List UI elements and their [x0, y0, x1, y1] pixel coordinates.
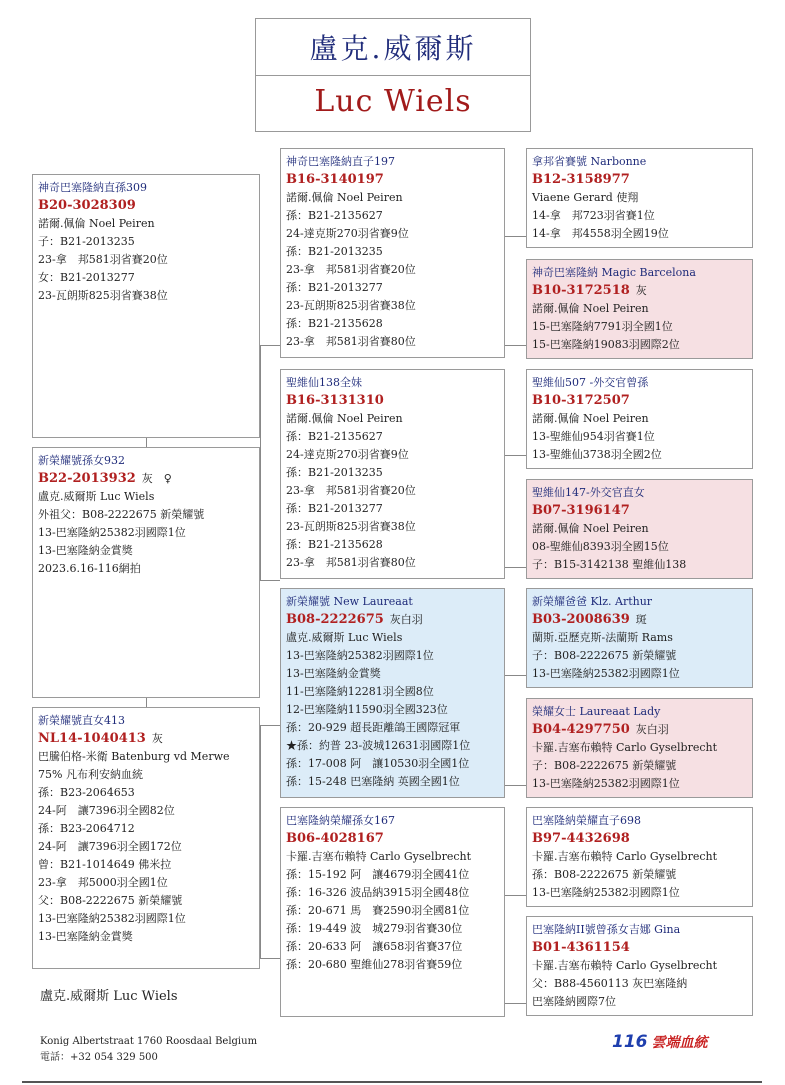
- pedigree-line: 諾爾.佩倫 Noel Peiren: [532, 302, 649, 315]
- pedigree-line: 卡羅.吉塞布賴特 Carlo Gyselbrecht: [532, 850, 718, 863]
- pedigree-line: 子：B21-2013235: [38, 235, 135, 248]
- pigeon-name: 巴塞隆納II號曾孫女吉娜 Gina: [532, 923, 681, 936]
- connector-line: [260, 345, 280, 346]
- pedigree-line: 孫：20-680 聖維仙278羽省賽59位: [286, 958, 463, 971]
- pedigree-line: 孫：B21-2013277: [286, 281, 383, 294]
- pedigree-line: 13-聖維仙954羽省賽1位: [532, 430, 655, 443]
- pedigree-line: 13-巴塞隆納25382羽國際1位: [38, 526, 186, 539]
- ring-number: B12-3158977: [532, 172, 630, 187]
- pigeon-name: 聖維仙147-外交官直女: [532, 486, 645, 499]
- pigeon-card-ggp-8: [526, 916, 753, 1016]
- footer-owner-name: 盧克.威爾斯 Luc Wiels: [40, 989, 178, 1004]
- pedigree-line: 盧克.威爾斯 Luc Wiels: [38, 490, 155, 503]
- pedigree-line: 孫：19-449 波 城279羽省賽30位: [286, 922, 463, 935]
- pedigree-line: 諾爾.佩倫 Noel Peiren: [38, 217, 155, 230]
- pigeon-name: 新榮耀號直女413: [38, 714, 125, 727]
- pedigree-line: 23-拿 邦581羽省賽20位: [286, 484, 416, 497]
- pedigree-line: 孫：20-929 超長距離鴿王國際冠軍: [286, 721, 461, 734]
- connector-line: [146, 698, 147, 707]
- pedigree-line: ★孫：約普 23-波城12631羽國際1位: [286, 739, 471, 752]
- ring-number: B04-4297750 灰白羽: [532, 722, 669, 737]
- pedigree-line: 23-拿 邦581羽省賽20位: [286, 263, 416, 276]
- pedigree-line: 23-拿 邦581羽省賽20位: [38, 253, 168, 266]
- pedigree-line: 卡羅.吉塞布賴特 Carlo Gyselbrecht: [532, 959, 718, 972]
- connector-line: [504, 236, 526, 237]
- pigeon-name: 聖維仙138全妹: [286, 376, 362, 389]
- connector-line: [504, 345, 526, 346]
- connector-line: [504, 675, 526, 676]
- pedigree-line: 13-巴塞隆納25382羽國際1位: [532, 667, 680, 680]
- pigeon-sex-color: 灰白羽: [389, 613, 423, 626]
- pedigree-line: 孫：15-248 巴塞隆納 英國全國1位: [286, 775, 460, 788]
- pedigree-line: 24-阿 讓7396羽全國82位: [38, 804, 175, 817]
- pedigree-line: 23-拿 邦5000羽全國1位: [38, 876, 168, 889]
- pedigree-line: 女：B21-2013277: [38, 271, 135, 284]
- pedigree-line: 諾爾.佩倫 Noel Peiren: [286, 412, 403, 425]
- ring-number: B08-2222675 灰白羽: [286, 612, 423, 627]
- pigeon-name: 拿邦省賽號 Narbonne: [532, 155, 647, 168]
- connector-line: [260, 580, 280, 581]
- connector-line: [260, 958, 280, 959]
- pigeon-card-dam: [32, 707, 260, 969]
- pedigree-line: 13-巴塞隆納金賞獎: [286, 667, 381, 680]
- pigeon-card-ggp-5: [526, 588, 753, 688]
- ring-number: B07-3196147: [532, 503, 630, 518]
- pedigree-line: 子：B15-3142138 聖維仙138: [532, 558, 687, 571]
- pedigree-line: 13-巴塞隆納25382羽國際1位: [38, 912, 186, 925]
- pedigree-line: 子：B08-2222675 新榮耀號: [532, 759, 677, 772]
- pigeon-card-ggp-7: [526, 807, 753, 907]
- pedigree-line: 父：B08-2222675 新榮耀號: [38, 894, 183, 907]
- pedigree-line: 諾爾.佩倫 Noel Peiren: [532, 522, 649, 535]
- bottom-divider: [22, 1081, 762, 1083]
- pigeon-name: 神奇巴塞隆納直孫309: [38, 181, 147, 194]
- pigeon-card-ggp-3: [526, 369, 753, 469]
- ring-number: B03-2008639 斑: [532, 612, 647, 627]
- pedigree-line: 孫：16-326 波品納3915羽全國48位: [286, 886, 470, 899]
- pedigree-line: 13-巴塞隆納25382羽國際1位: [532, 886, 680, 899]
- connector-line: [504, 895, 526, 896]
- pedigree-line: 孫：B21-2013277: [286, 502, 383, 515]
- connector-line: [260, 725, 280, 726]
- pigeon-card-ggp-4: [526, 479, 753, 579]
- pigeon-card-ggp-6: [526, 698, 753, 798]
- owner-name-english: Luc Wiels: [314, 84, 472, 119]
- pedigree-line: 23-拿 邦581羽省賽80位: [286, 335, 416, 348]
- pedigree-line: 14-拿 邦723羽省賽1位: [532, 209, 655, 222]
- pedigree-line: 孫：B23-2064712: [38, 822, 135, 835]
- pedigree-line: 23-瓦朗斯825羽省賽38位: [38, 289, 168, 302]
- pigeon-name: 新榮耀號 New Laureaat: [286, 595, 413, 608]
- pedigree-line: 23-瓦朗斯825羽省賽38位: [286, 520, 416, 533]
- connector-line: [146, 438, 147, 447]
- pigeon-card-ggp-2: [526, 259, 753, 359]
- pedigree-line: 75% 凡布利安納血統: [38, 768, 143, 781]
- pigeon-sex-color: 斑: [635, 613, 647, 626]
- ring-number: B16-3140197: [286, 172, 384, 187]
- ring-number: B16-3131310: [286, 393, 384, 408]
- pedigree-line: 孫：20-633 阿 讓658羽省賽37位: [286, 940, 463, 953]
- ring-number: B20-3028309: [38, 198, 136, 213]
- pedigree-line: 蘭斯.亞歷克斯-法蘭斯 Rams: [532, 631, 673, 644]
- pigeon-card-granddam-paternal: [280, 369, 505, 579]
- ring-number: B10-3172507: [532, 393, 630, 408]
- footer-contact: [40, 1034, 257, 1066]
- pigeon-name: 神奇巴塞隆納 Magic Barcelona: [532, 266, 696, 279]
- logo-text: 雲端血統: [651, 1035, 708, 1051]
- pedigree-line: 子：B08-2222675 新榮耀號: [532, 649, 677, 662]
- pedigree-line: 孫：B21-2135628: [286, 317, 383, 330]
- pedigree-line: 24-阿 讓7396羽全國172位: [38, 840, 182, 853]
- footer-phone: 電話：+32 054 329 500: [40, 1052, 158, 1063]
- pedigree-line: 外祖父：B08-2222675 新榮耀號: [38, 508, 205, 521]
- pedigree-title: [255, 18, 531, 132]
- pigeon-name: 榮耀女士 Laureaat Lady: [532, 705, 661, 718]
- pigeon-sex-color: 灰: [151, 732, 163, 745]
- connector-line: [504, 455, 526, 456]
- logo-number: 116: [612, 1032, 648, 1052]
- pedigree-line: 盧克.威爾斯 Luc Wiels: [286, 631, 403, 644]
- pigeon-sex-color: 灰白羽: [635, 723, 669, 736]
- pedigree-line: 孫：B21-2013235: [286, 466, 383, 479]
- pedigree-line: 卡羅.吉塞布賴特 Carlo Gyselbrecht: [532, 741, 718, 754]
- pedigree-line: 24-達克斯270羽省賽9位: [286, 448, 409, 461]
- pedigree-line: 諾爾.佩倫 Noel Peiren: [286, 191, 403, 204]
- pedigree-line: Viaene Gerard 使翔: [532, 191, 639, 204]
- connector-line: [260, 345, 261, 580]
- pedigree-line: 孫：B21-2135627: [286, 430, 383, 443]
- pedigree-line: 曾：B21-1014649 佛米拉: [38, 858, 172, 871]
- pigeon-card-grandsire-maternal: [280, 588, 505, 798]
- pedigree-line: 卡羅.吉塞布賴特 Carlo Gyselbrecht: [286, 850, 472, 863]
- pedigree-line: 11-巴塞隆納12281羽全國8位: [286, 685, 434, 698]
- pigeon-name: 神奇巴塞隆納直子197: [286, 155, 395, 168]
- connector-line: [260, 725, 261, 958]
- pedigree-line: 13-巴塞隆納25382羽國際1位: [286, 649, 434, 662]
- pedigree-line: 2023.6.16-116網拍: [38, 562, 141, 575]
- pedigree-line: 孫：20-671 馬 賽2590羽全國81位: [286, 904, 470, 917]
- pigeon-card-ggp-1: [526, 148, 753, 248]
- pedigree-line: 13-巴塞隆納25382羽國際1位: [532, 777, 680, 790]
- pigeon-name: 巴塞隆納榮耀孫女167: [286, 814, 395, 827]
- pigeon-name: 新榮耀號孫女932: [38, 454, 125, 467]
- pigeon-sex-color: 灰 ♀: [141, 472, 172, 485]
- ring-number: B97-4432698: [532, 831, 630, 846]
- pedigree-line: 23-拿 邦581羽省賽80位: [286, 556, 416, 569]
- pedigree-line: 孫：B21-2135628: [286, 538, 383, 551]
- pedigree-line: 15-巴塞隆納7791羽全國1位: [532, 320, 673, 333]
- pedigree-line: 孫：15-192 阿 讓4679羽全國41位: [286, 868, 470, 881]
- pedigree-line: 13-巴塞隆納金賞獎: [38, 930, 133, 943]
- pedigree-line: 15-巴塞隆納19083羽國際2位: [532, 338, 680, 351]
- pedigree-line: 孫：B21-2013235: [286, 245, 383, 258]
- pedigree-line: 巴騰伯格-米衛 Batenburg vd Merwe: [38, 750, 230, 763]
- ring-number: B01-4361154: [532, 940, 630, 955]
- pigeon-card-grandsire-paternal: [280, 148, 505, 358]
- pedigree-line: 24-達克斯270羽省賽9位: [286, 227, 409, 240]
- owner-name-chinese: 盧克.威爾斯: [256, 19, 530, 76]
- pedigree-line: 孫：B21-2135627: [286, 209, 383, 222]
- pedigree-line: 12-巴塞隆納11590羽全國323位: [286, 703, 448, 716]
- connector-line: [504, 567, 526, 568]
- pedigree-line: 諾爾.佩倫 Noel Peiren: [532, 412, 649, 425]
- ring-number: NL14-1040413 灰: [38, 731, 163, 746]
- pigeon-card-granddam-maternal: [280, 807, 505, 1017]
- pedigree-line: 13-聖維仙3738羽全國2位: [532, 448, 662, 461]
- ring-number: B06-4028167: [286, 831, 384, 846]
- pedigree-line: 巴塞隆納國際7位: [532, 995, 616, 1008]
- pigeon-sex-color: 灰: [635, 284, 647, 297]
- connector-line: [504, 785, 526, 786]
- ring-number: B10-3172518 灰: [532, 283, 647, 298]
- pedigree-line: 孫：B23-2064653: [38, 786, 135, 799]
- pigeon-name: 新榮耀爸爸 Klz. Arthur: [532, 595, 653, 608]
- pedigree-line: 14-拿 邦4558羽全國19位: [532, 227, 669, 240]
- connector-line: [504, 1003, 526, 1004]
- pedigree-line: 13-巴塞隆納金賞獎: [38, 544, 133, 557]
- pedigree-line: 父：B88-4560113 灰巴塞隆納: [532, 977, 688, 990]
- pigeon-name: 巴塞隆納榮耀直子698: [532, 814, 641, 827]
- pigeon-card-sire: [32, 174, 260, 438]
- footer-address: Konig Albertstraat 1760 Roosdaal Belgium: [40, 1036, 258, 1047]
- brand-logo: [612, 1032, 708, 1052]
- pedigree-line: 孫：B08-2222675 新榮耀號: [532, 868, 677, 881]
- pedigree-line: 孫：17-008 阿 讓10530羽全國1位: [286, 757, 470, 770]
- pigeon-card-subject: [32, 447, 260, 698]
- pedigree-line: 08-聖維仙8393羽全國15位: [532, 540, 669, 553]
- pigeon-name: 聖維仙507 -外交官曾孫: [532, 376, 649, 389]
- ring-number: B22-2013932 灰 ♀: [38, 471, 172, 486]
- pedigree-line: 23-瓦朗斯825羽省賽38位: [286, 299, 416, 312]
